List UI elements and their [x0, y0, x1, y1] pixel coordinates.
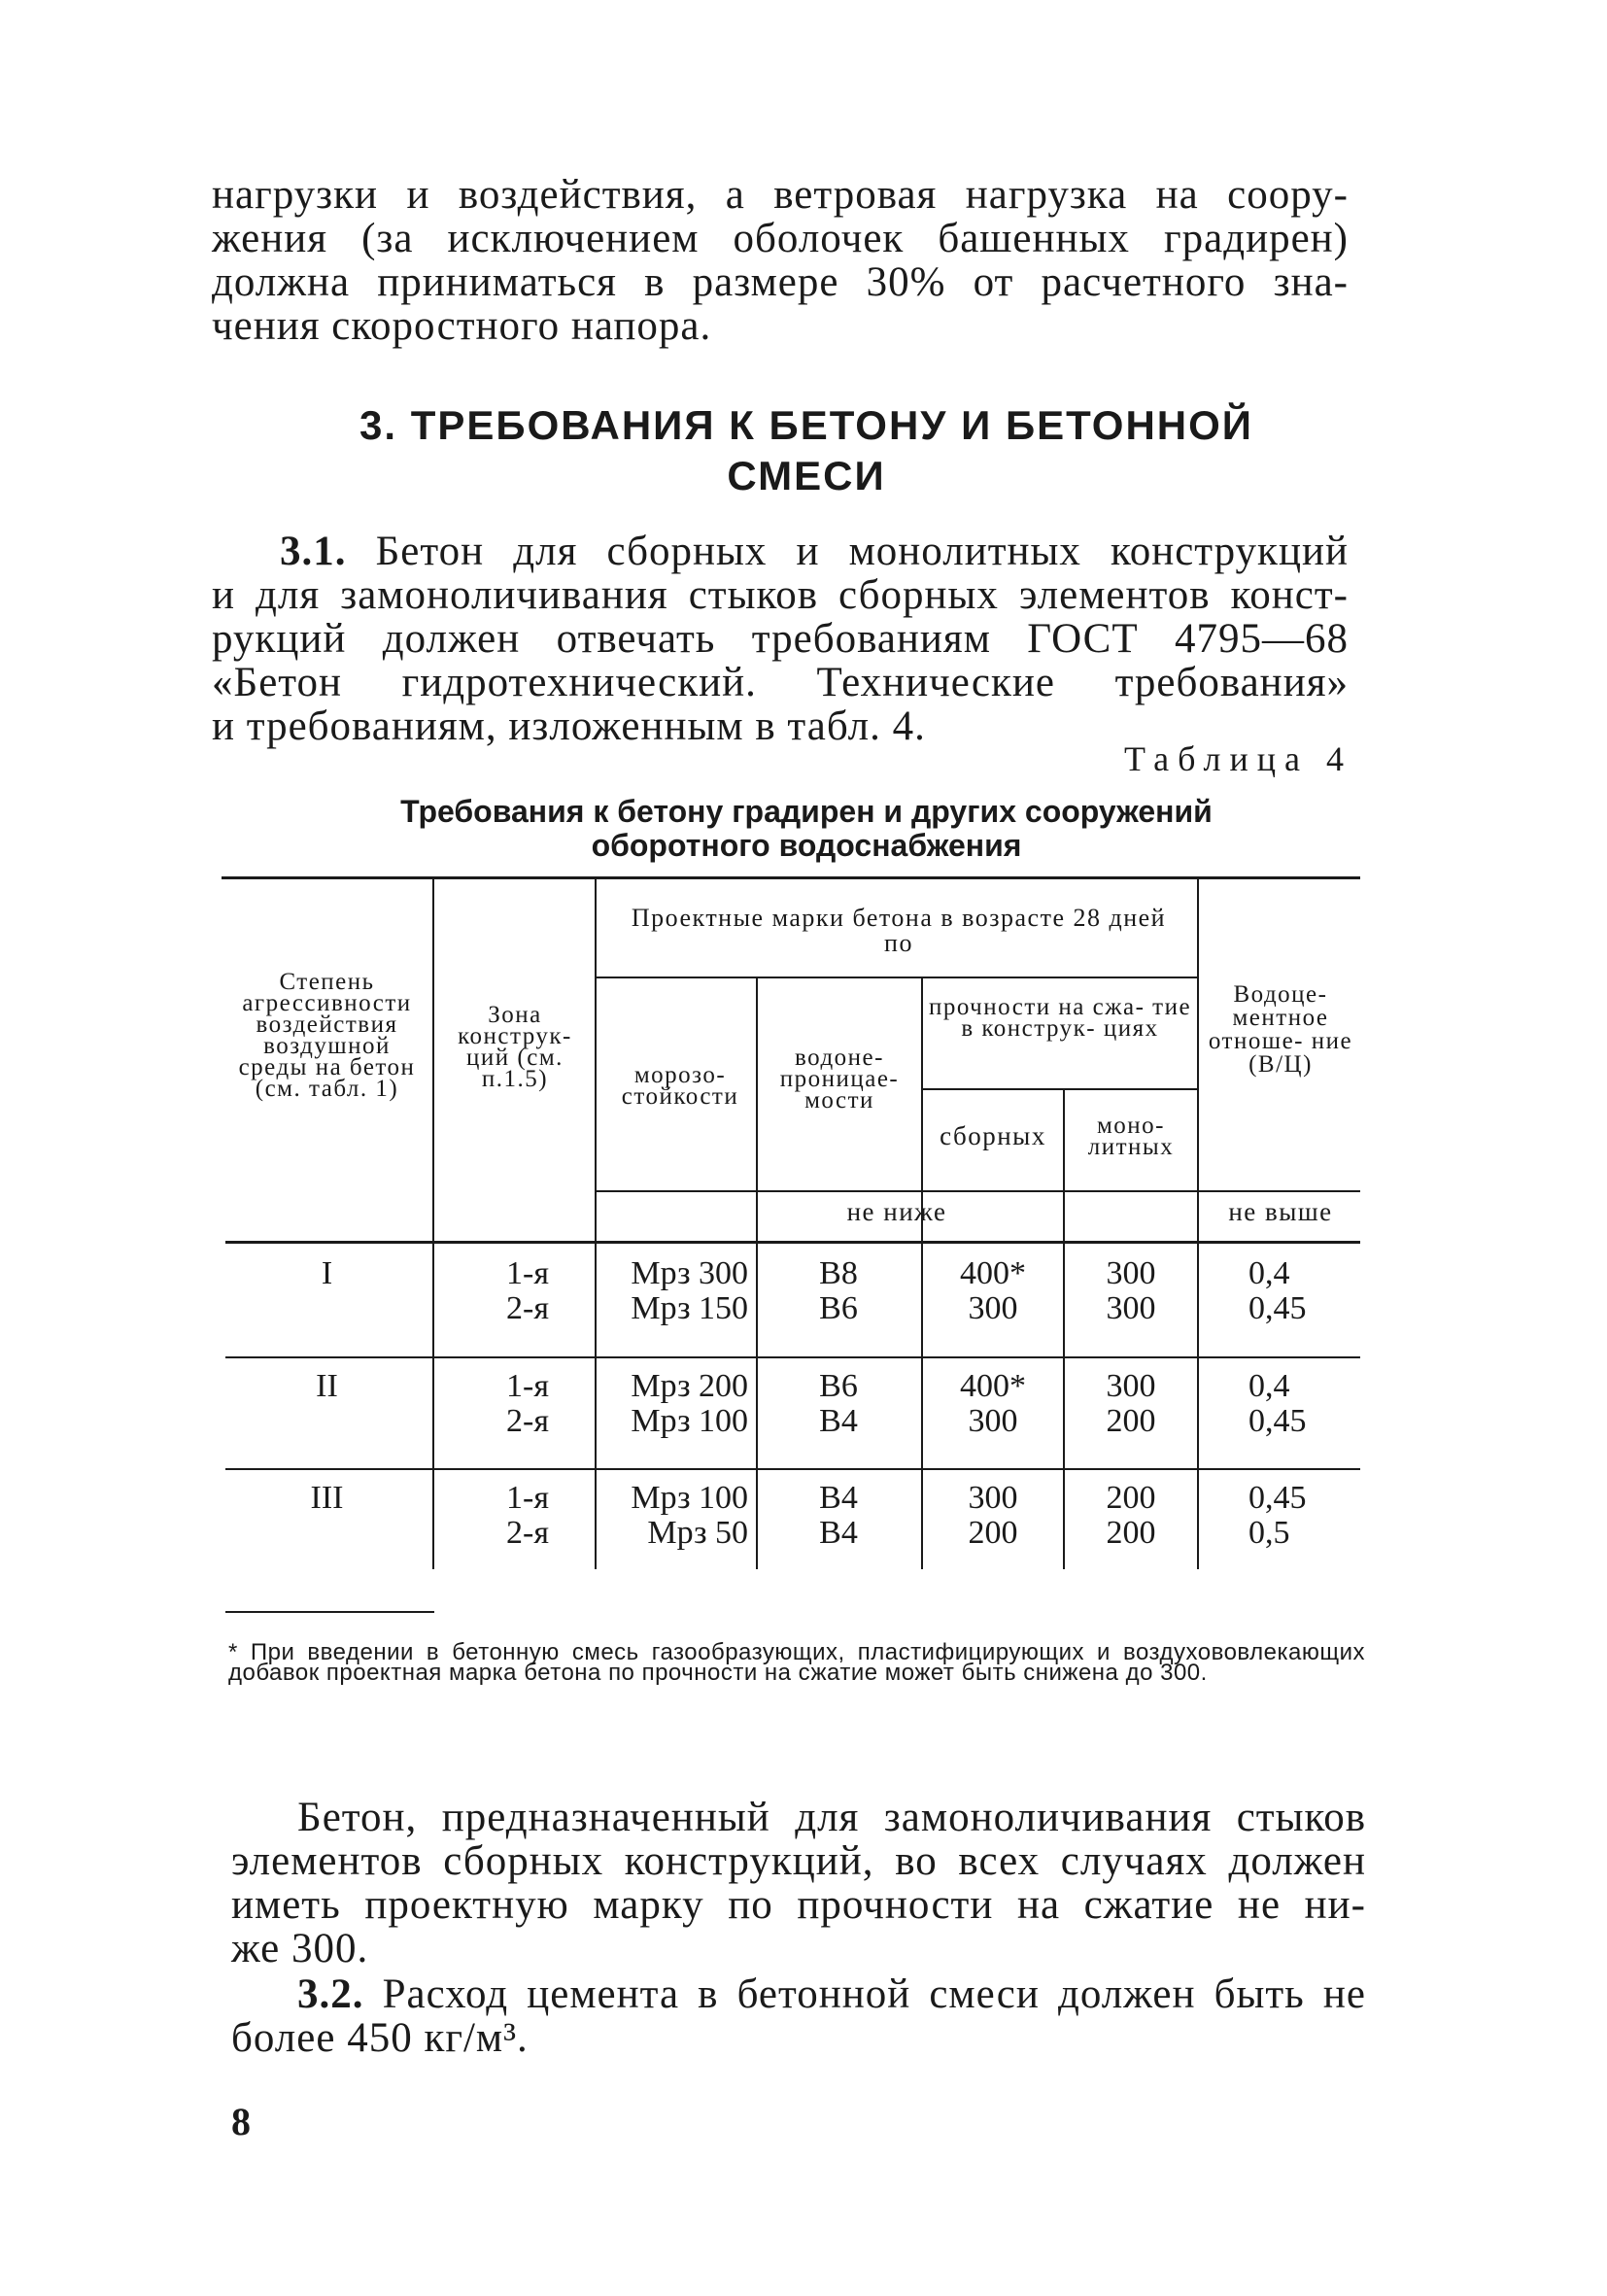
cell-degree: II: [316, 1368, 338, 1404]
header-water: водоне- проницае- мости: [779, 1045, 900, 1114]
header-monolithic: моно- литных: [1087, 1113, 1175, 1160]
row-separator: [225, 1468, 1360, 1470]
after-table-line: же 300.: [231, 1926, 369, 1971]
column-divider: [921, 978, 923, 1569]
section-3-1-line: рукций должен отвечать требованиям ГОСТ 4795—68: [212, 616, 1349, 662]
cell-precast: 400* 300: [960, 1255, 1026, 1326]
header-bottom-rule: [225, 1241, 1360, 1244]
column-divider: [1197, 879, 1199, 1569]
cell-monolithic: 200 200: [1106, 1480, 1156, 1551]
header-design-grades: Проектные марки бетона в возрасте 28 дней по: [631, 904, 1167, 957]
cell-monolithic: 300 300: [1106, 1255, 1156, 1326]
cell-zone: 1-я 2-я: [506, 1368, 549, 1439]
section-3-2-first-line: Расход цемента в бетонной смеси должен быть не: [382, 1971, 1366, 2017]
header-frost: морозо- стойкости: [621, 1062, 739, 1110]
header-zone: Зона конструк- ций (см. п.1.5): [458, 1002, 572, 1092]
section-3-2-second-line: более 450 кг/м³.: [231, 2015, 529, 2061]
section-3-1-line: и для замоноличивания стыков сборных элементов конст-: [212, 572, 1349, 618]
table-top-rule: [222, 876, 1360, 879]
cell-frost: Мрз 100 Мрз 50: [631, 1480, 748, 1551]
section-heading-line-2: СМЕСИ: [727, 453, 886, 498]
cell-water: В6 В4: [819, 1368, 858, 1439]
intro-line: чения скоростного напора.: [212, 303, 712, 349]
table-caption-line-2: оборотного водоснабжения: [591, 828, 1022, 863]
intro-line: жения (за исключением оболочек башенных градирен): [212, 216, 1349, 261]
after-table-line: иметь проектную марку по прочности на сжатие не ни-: [231, 1882, 1366, 1928]
header-rule: [921, 1088, 1197, 1090]
cell-water: В8 В6: [819, 1255, 858, 1326]
header-strength: прочности на сжа- тие в конструк- циях: [928, 994, 1192, 1042]
intro-paragraph: [212, 173, 1349, 348]
cell-wc: 0,4 0,45: [1248, 1255, 1307, 1326]
header-degree: Степень агрессивности воздействия воздушной среды на бетон (см. табл. 1): [238, 969, 416, 1102]
after-table-paragraph: [231, 1796, 1366, 1970]
cell-frost: Мрз 200 Мрз 100: [631, 1368, 748, 1439]
cell-monolithic: 300 200: [1106, 1368, 1156, 1439]
table-footnote: * При введении в бетонную смесь газообразующих, пластифицирующих и воздухововлекающих добавок проектная марка бетона по прочности на сжатие может быть снижена до 300.: [228, 1639, 1365, 1686]
section-3-1-first-line: Бетон для сборных и монолитных конструкций: [375, 529, 1349, 574]
section-3-1-line: «Бетон гидротехнический. Технические требования»: [212, 660, 1349, 705]
column-divider: [595, 879, 597, 1569]
table-label: Таблица 4: [1124, 739, 1352, 778]
footnote-rule: [225, 1611, 434, 1613]
intro-line: нагрузки и воздействия, а ветровая нагрузка на соору-: [212, 172, 1349, 218]
cell-zone: 1-я 2-я: [506, 1480, 549, 1551]
after-table-line: элементов сборных конструкций, во всех случаях должен: [231, 1838, 1366, 1884]
header-wc-ratio: Водоце- ментное отноше- ние (В/Ц): [1208, 981, 1353, 1078]
header-not-lower: не ниже: [846, 1197, 947, 1226]
intro-line: должна приниматься в размере 30% от расчетного зна-: [212, 259, 1349, 305]
table-caption: [321, 795, 1292, 863]
column-divider: [432, 879, 434, 1569]
cell-wc: 0,45 0,5: [1248, 1480, 1307, 1551]
header-not-higher: не выше: [1228, 1197, 1333, 1226]
after-table-line: Бетон, предназначенный для замоноличивания стыков: [297, 1795, 1366, 1840]
cell-precast: 300 200: [968, 1480, 1018, 1551]
section-3-1-paragraph: [212, 530, 1349, 748]
table-caption-line-1: Требования к бетону градирен и других сооружений: [400, 794, 1213, 829]
header-rule: [595, 977, 1197, 978]
cell-zone: 1-я 2-я: [506, 1255, 549, 1326]
section-3-1-line: и требованиям, изложенным в табл. 4.: [212, 703, 926, 749]
section-3-1-number: 3.1.: [280, 529, 347, 574]
header-precast: сборных: [940, 1121, 1046, 1150]
cell-degree: I: [321, 1255, 333, 1291]
column-divider: [756, 978, 758, 1569]
cell-degree: III: [310, 1480, 344, 1516]
section-3-2-number: 3.2.: [297, 1971, 364, 2017]
cell-frost: Мрз 300 Мрз 150: [631, 1255, 748, 1326]
section-heading: [223, 400, 1389, 501]
cell-water: В4 В4: [819, 1480, 858, 1551]
section-heading-line-1: 3. ТРЕБОВАНИЯ К БЕТОНУ И БЕТОННОЙ: [359, 402, 1253, 448]
header-rule: [595, 1190, 1360, 1192]
page-number: 8: [231, 2100, 251, 2143]
column-divider: [1063, 1090, 1065, 1569]
cell-precast: 400* 300: [960, 1368, 1026, 1439]
cell-wc: 0,4 0,45: [1248, 1368, 1307, 1439]
row-separator: [225, 1356, 1360, 1358]
section-3-2-paragraph: [231, 1972, 1366, 2060]
